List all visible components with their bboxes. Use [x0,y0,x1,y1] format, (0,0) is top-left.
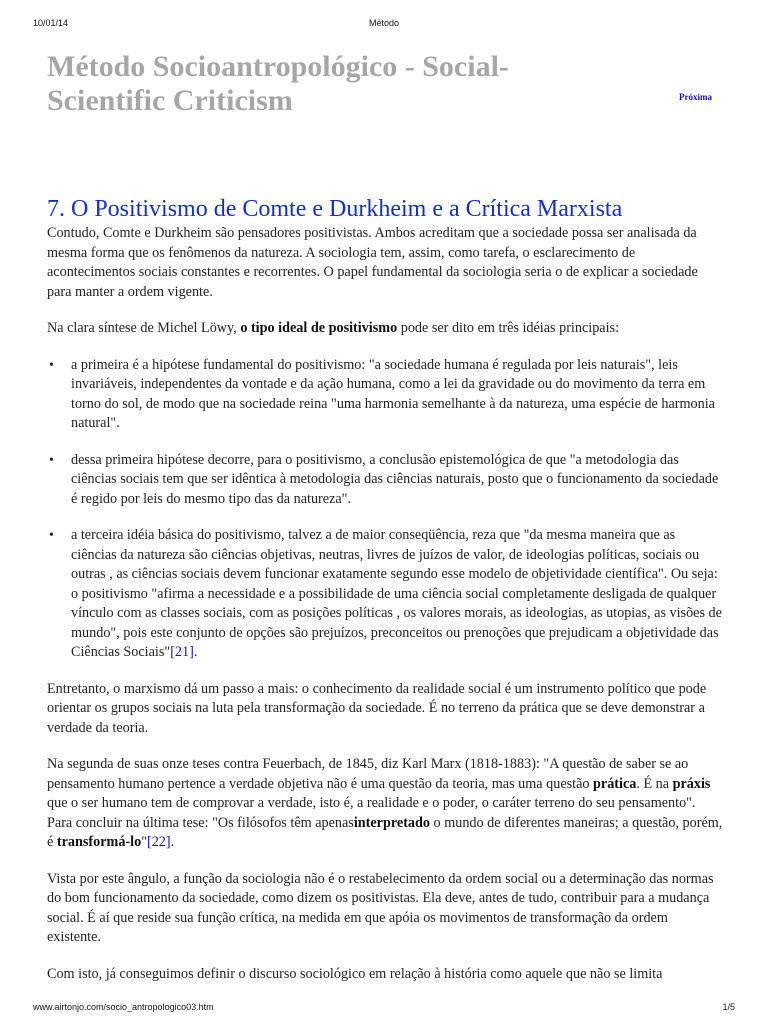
paragraph-3: Entretanto, o marxismo dá um passo a mais: o conhecimento da realidade social é um instrumento político que pode orientar os grupos sociais na luta pela transformação da sociedade. É no terreno da prática que se deve demonstrar a verdade da teoria. [47,680,707,736]
list-item: • a primeira é a hipótese fundamental do positivismo: "a sociedade humana é regulada por leis naturais", leis invariáveis, independentes da vontade e da ação humana, como a lei da gravidade ou do movimento da terra em torno do sol, de modo que na sociedade reina "uma harmonia semelhante à da natureza, uma espécie de harmonia natural". [71,356,723,434]
paragraph-4-text: o mundo de diferentes maneiras; a questão, porém, é [47,814,723,850]
print-date: 10/01/14 [33,18,69,28]
site-title: Método Socioantropológico - Social-Scientific Criticism [47,50,509,117]
print-url: www.airtonjo.com/socio_antropologico03.htm [33,1002,214,1012]
section-heading: 7. O Positivismo de Comte e Durkheim e a Crítica Marxista [47,196,623,222]
list-item-text: a terceira idéia básica do positivismo, talvez a de maior conseqüência, reza que "da mesma maneira que as ciências da natureza são ciências objetivas, neutras, livres de juízos de valor, de ideologias políticas, sociais ou outras , as ciências sociais devem funcionar exatamente segundo esse modelo de objetividade científica". Ou seja: o positivismo "afirma a necessidade e a possibilidade de uma ciência social completamente desligada de qualquer vínculo com as classes sociais, com as posições políticas , os valores morais, as ideologias, as utopias, as visões de mundo", pois este conjunto de opções são prejuízos, preconceitos ou prenoções que prejudicam a objetividade das Ciências Sociais" [71,527,722,660]
emphasis-transforma-lo: transformá-lo [56,834,142,850]
footnote-link-22[interactable]: [22] [146,834,171,850]
paragraph-4-text: " [141,834,147,850]
article-body [47,224,723,1001]
list-item: • dessa primeira hipótese decorre, para o positivismo, a conclusão epistemológica de que "a metodologia das ciências sociais tem que ser idêntica à metodologia das ciências naturais, posto que o funcionamento da sociedade é regido por leis do mesmo tipo das da natureza". [71,451,723,510]
paragraph-4-text: . É na [636,775,673,792]
emphasis-pratica: prática [593,775,637,792]
emphasis-interpretado: interpretado [353,814,430,831]
print-page-number: 1/5 [722,1002,735,1012]
paragraph-1: Contudo, Comte e Durkheim são pensadores positivistas. Ambos acreditam que a sociedade possa ser analisada da mesma forma que os fenômenos da natureza. A sociologia tem, assim, como tarefa, o esclarecimento de acontecimentos sociais constantes e recorrentes. O papel fundamental da sociologia seria o de explicar a sociedade para manter a ordem vigente. [47,225,698,300]
list-item-end: . [193,644,198,660]
paragraph-2-text-end: pode ser dito em três idéias principais: [397,320,620,336]
positivism-ideas-list [47,356,723,663]
paragraph-2 [47,319,723,339]
paragraph-4 [47,755,723,853]
positivism-ideal-type-emphasis: o tipo ideal de positivismo [240,320,398,336]
emphasis-praxis: práxis [672,775,711,792]
next-page-link[interactable]: Próxima [679,92,712,102]
paragraph-4-end: . [170,834,175,850]
paragraph-2-text: Na clara síntese de Michel Löwy, [47,320,241,336]
paragraph-6: Com isto, já conseguimos definir o discurso sociológico em relação à história como aquele que não se limita [47,965,663,982]
print-page-title: Método [368,18,400,28]
footnote-link-21[interactable]: [21] [170,644,194,660]
list-item [71,526,723,663]
paragraph-4-text: que o ser humano tem de comprovar a verdade, isto é, a realidade e o poder, o caráter terreno do seu pensamento". Para concluir na última tese: "Os filósofos têm apenas [47,795,696,831]
paragraph-4-text: Na segunda de suas onze teses contra Feuerbach, de 1845, diz Karl Marx (1818-1883): "A questão de saber se ao pensamento humano pertence a verdade objetiva não é uma questão da teoria, mas uma questão [47,756,689,792]
paragraph-5: Vista por este ângulo, a função da sociologia não é o restabelecimento da ordem social ou a determinação das normas do bom funcionamento da sociedade, como dizem os positivistas. Ela deve, antes de tudo, contribuir para a mudança social. É aí que reside sua função crítica, na medida em que apóia os movimentos de transformação da ordem existente. [47,870,714,945]
